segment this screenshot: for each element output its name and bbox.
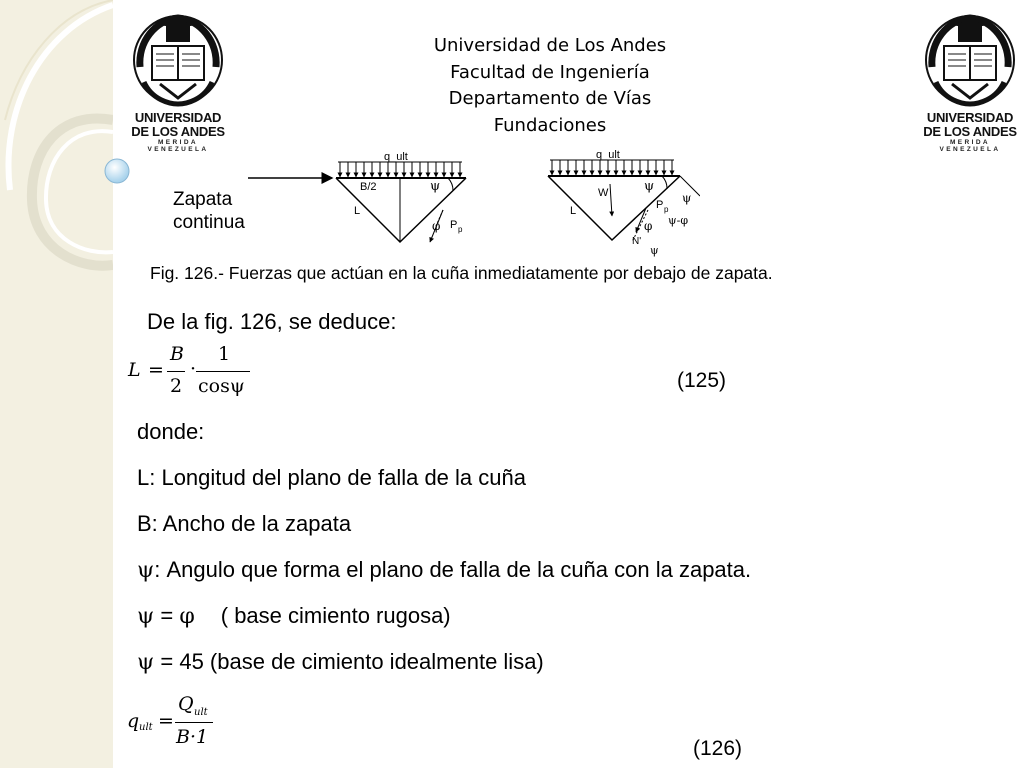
eq1-fraction-bar-2 [196, 371, 250, 372]
wedge-forces-diagram [160, 150, 700, 260]
psi-symbol: ψ [137, 650, 155, 675]
eq2-den: B·1 [176, 726, 209, 748]
left-half-width-label: B/2 [360, 181, 377, 193]
right-normal-label: N' [632, 236, 642, 247]
header-department: Departamento de Vías [448, 88, 652, 109]
university-emblem-icon [922, 12, 1018, 108]
eq1-num1: B [170, 343, 184, 365]
case1-equals: = [154, 603, 180, 628]
left-psi-label: ψ [430, 179, 441, 194]
eq1-den1: 2 [170, 375, 183, 397]
left-psi-arc [448, 178, 453, 191]
logo-text-de-los-andes: DE LOS ANDES [131, 124, 225, 139]
right-weight-arrow [610, 184, 612, 216]
eq2-fraction-bar [175, 722, 213, 723]
zapata-label-line2: continua [173, 212, 245, 233]
left-wedge [336, 151, 466, 242]
definition-B: B: Ancho de la zapata [137, 511, 352, 536]
psi-symbol: ψ [137, 558, 155, 583]
right-psi-arc [662, 176, 667, 189]
logo-text-merida: MERIDA VENEZUELA [147, 139, 209, 153]
right-pp-sub-label: p [664, 205, 669, 214]
right-pp-label: P [656, 199, 664, 211]
eq1-equals: = [148, 359, 164, 381]
eq1-num2: 1 [218, 343, 231, 365]
logo-text-universidad: UNIVERSIDAD [134, 110, 222, 125]
decorative-sidebar [0, 0, 113, 768]
eq1-dot: · [190, 358, 197, 380]
case-rough-base [137, 603, 451, 629]
definition-psi-text: : Angulo que forma el plano de falla de la cuña con la zapata. [154, 557, 752, 582]
case1-text: ( base cimiento rugosa) [220, 603, 451, 628]
intro-text: De la fig. 126, se deduce: [147, 309, 397, 334]
left-pp-label: P [450, 219, 458, 231]
right-psi-minus-phi-label: ψ-φ [668, 214, 689, 227]
eq2-num-sub: ult [194, 707, 208, 718]
right-weight-label: W [598, 187, 609, 199]
eq2-lhs: q [127, 710, 140, 732]
logo-text-de-los-andes: DE LOS ANDES [923, 124, 1017, 139]
case-smooth-base [137, 649, 544, 675]
eq1-fraction-bar-1 [167, 371, 185, 372]
slide-header [330, 33, 770, 139]
right-length-label: L [570, 205, 577, 217]
eq1-den2: cosψ [198, 375, 245, 397]
eq2-num: Q [178, 693, 194, 715]
right-load-arrows [552, 160, 672, 175]
eq1-number: (125) [677, 369, 727, 392]
university-logo-right [922, 12, 1018, 152]
left-pp-sub-label: p [458, 225, 463, 234]
zapata-label-line1: Zapata [173, 189, 233, 210]
right-psi2-label: ψ [682, 191, 692, 205]
eq1-lhs: L [128, 359, 141, 381]
right-psi-label: ψ [644, 179, 655, 194]
right-wedge [548, 150, 700, 257]
header-faculty: Facultad de Ingeniería [450, 61, 650, 83]
sidebar-arcs [0, 0, 113, 768]
sidebar-bubble [102, 156, 132, 186]
eq2-number: (126) [693, 737, 743, 760]
header-university: Universidad de Los Andes [433, 35, 667, 56]
right-psi3-label: ψ [650, 244, 659, 257]
case2-text: = 45 (base de cimiento idealmente lisa) [154, 649, 544, 674]
left-load-label: q_ult [384, 151, 408, 163]
header-course: Fundaciones [493, 114, 607, 136]
university-logo-left [130, 12, 226, 152]
eq2-lhs-sub: ult [139, 722, 153, 733]
logo-text-merida: MERIDA VENEZUELA [939, 139, 1001, 153]
definition-L: L: Longitud del plano de falla de la cuña [137, 465, 526, 490]
phi-symbol: φ [179, 604, 195, 629]
psi-symbol: ψ [137, 604, 155, 629]
left-length-label: L [354, 205, 361, 217]
logo-text-universidad: UNIVERSIDAD [926, 110, 1014, 125]
university-emblem-icon [130, 12, 226, 108]
left-phi-label: φ [432, 219, 441, 233]
eq2-equals: = [158, 710, 174, 732]
figure-caption: Fig. 126.- Fuerzas que actúan en la cuña inmediatamente por debajo de zapata. [150, 263, 773, 283]
right-phi-label: φ [644, 219, 653, 233]
left-load-arrows [340, 162, 460, 177]
right-load-label: q_ult [596, 150, 620, 161]
donde-text: donde: [137, 419, 205, 444]
definition-psi [137, 557, 751, 583]
